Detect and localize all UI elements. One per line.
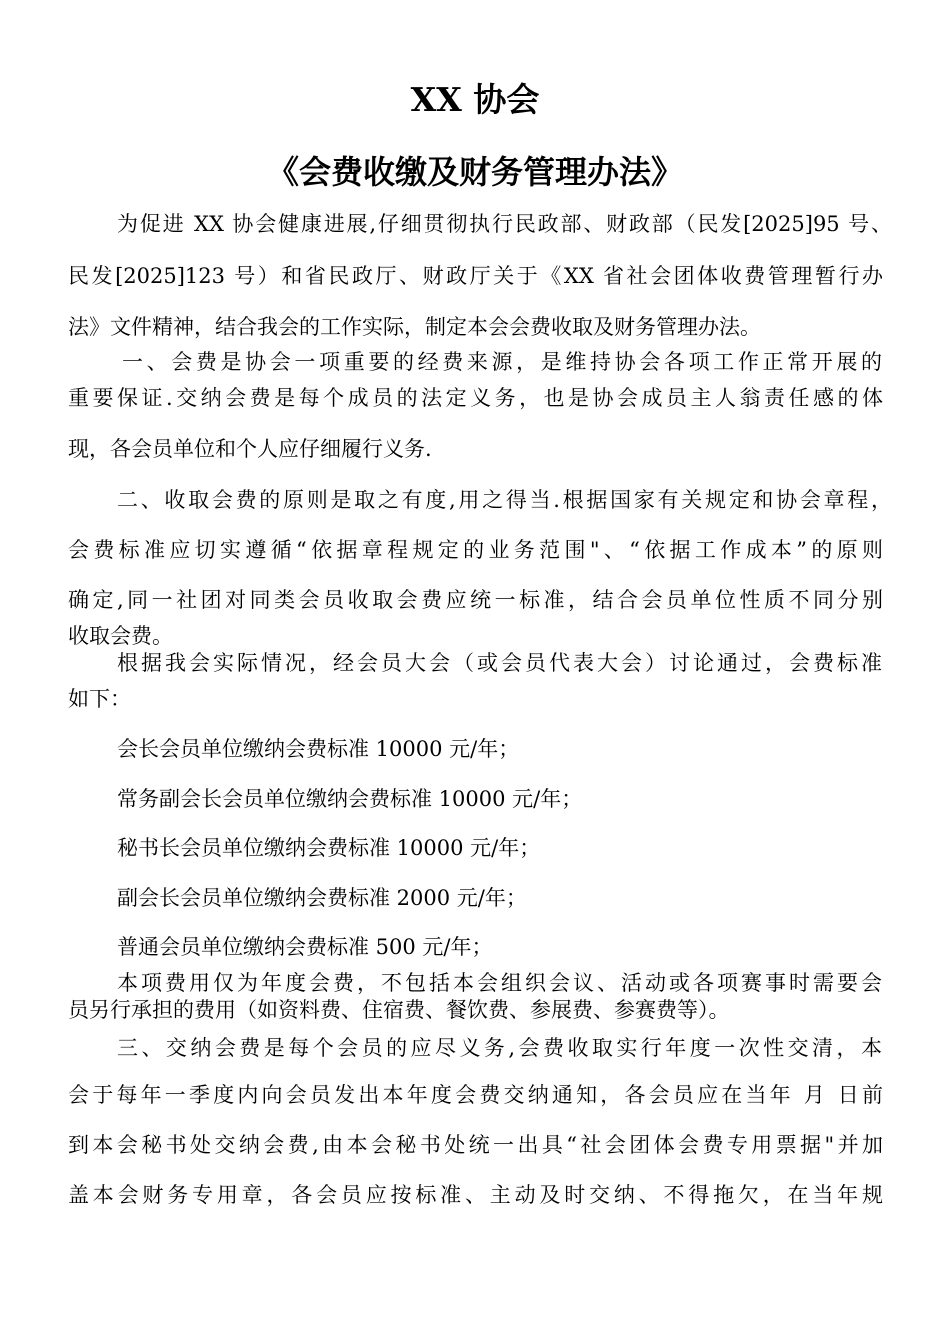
- body-line: 会费标准应切实遵循“依据章程规定的业务范围"、“依据工作成本”的原则: [68, 538, 883, 562]
- body-line: 一、会费是协会一项重要的经费来源，是维持协会各项工作正常开展的: [122, 350, 882, 374]
- organization-title: XX 协会: [410, 80, 540, 119]
- fee-item: 常务副会长会员单位缴纳会费标准 10000 元/年；: [117, 787, 583, 811]
- fee-item: 普通会员单位缴纳会费标准 500 元/年；: [117, 935, 493, 959]
- body-line: 为促进 XX 协会健康进展,仔细贯彻执行民政部、财政部（民发[2025]95 号、: [117, 212, 892, 236]
- fee-item: 副会长会员单位缴纳会费标准 2000 元/年；: [117, 886, 527, 910]
- body-line: 如下：: [68, 687, 131, 711]
- body-line: 本项费用仅为年度会费，不包括本会组织会议、活动或各项赛事时需要会: [117, 971, 882, 995]
- body-line: 会于每年一季度内向会员发出本年度会费交纳通知，各会员应在当年 月 日前: [68, 1083, 883, 1107]
- body-line: 重要保证.交纳会费是每个成员的法定义务，也是协会成员主人翁责任感的体: [68, 386, 883, 410]
- fee-item: 秘书长会员单位缴纳会费标准 10000 元/年；: [117, 836, 541, 860]
- body-line: 民发[2025]123 号）和省民政厅、财政厅关于《XX 省社会团体收费管理暂行办: [68, 264, 883, 288]
- body-line: 三、交纳会费是每个会员的应尽义务,会费收取实行年度一次性交清，本: [117, 1036, 882, 1060]
- body-line: 盖本会财务专用章，各会员应按标准、主动及时交纳、不得拖欠，在当年规: [68, 1183, 883, 1207]
- body-line: 根据我会实际情况，经会员大会（或会员代表大会）讨论通过，会费标准: [117, 651, 882, 675]
- body-line: 收取会费。: [68, 624, 173, 648]
- body-line: 员另行承担的费用（如资料费、住宿费、餐饮费、参展费、参赛费等）。: [68, 998, 730, 1022]
- fee-item: 会长会员单位缴纳会费标准 10000 元/年；: [117, 737, 520, 761]
- body-line: 二、收取会费的原则是取之有度,用之得当.根据国家有关规定和协会章程，: [117, 488, 892, 512]
- document-title: 《会费收缴及财务管理办法》: [266, 153, 683, 191]
- body-line: 法》文件精神，结合我会的工作实际，制定本会会费收取及财务管理办法。: [68, 315, 761, 339]
- body-line: 确定,同一社团对同类会员收取会费应统一标准，结合会员单位性质不同分别: [68, 588, 883, 612]
- body-line: 到本会秘书处交纳会费,由本会秘书处统一出具“社会团体会费专用票据"并加: [68, 1133, 883, 1157]
- body-line: 现，各会员单位和个人应仔细履行义务.: [68, 437, 432, 461]
